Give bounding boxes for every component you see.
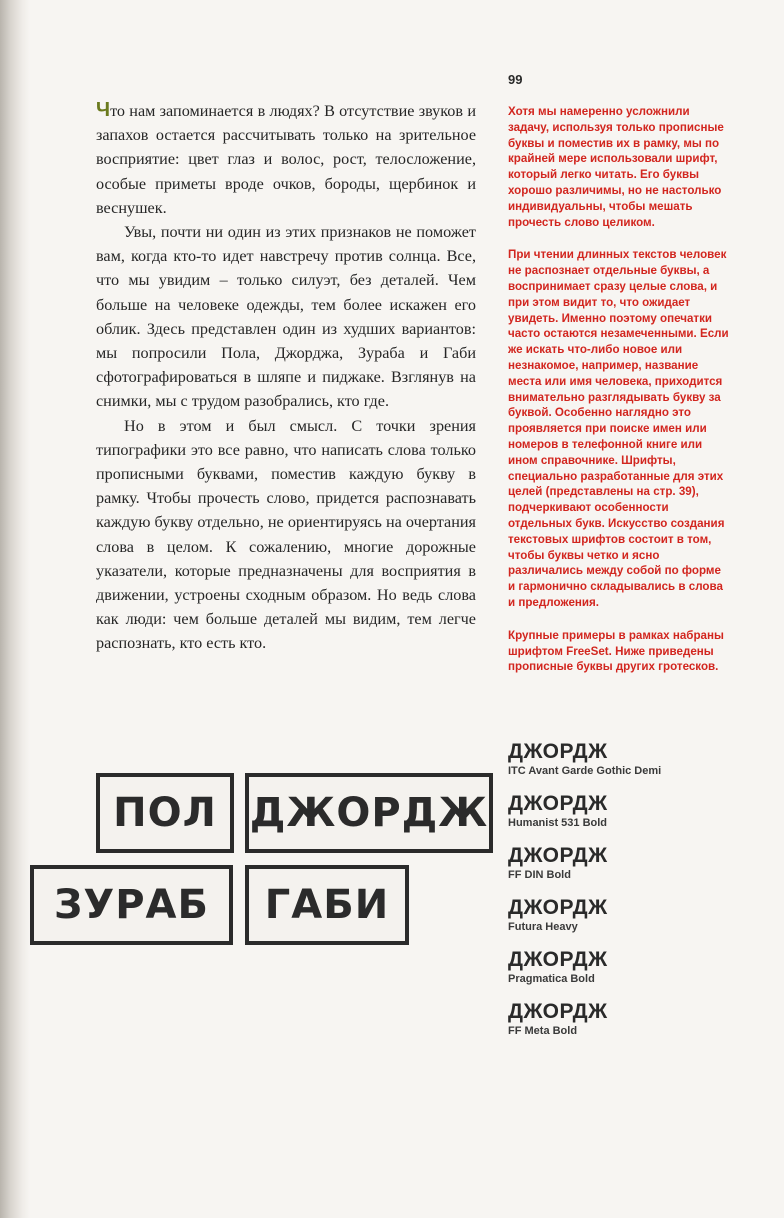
- book-spine-shadow: [0, 0, 30, 1218]
- font-sample-name: FF Meta Bold: [508, 1025, 578, 1037]
- font-sample-name: Humanist 531 Bold: [508, 817, 608, 829]
- font-sample-name: ITC Avant Garde Gothic Demi: [508, 765, 662, 777]
- sidebar-paragraph-3: Крупные примеры в рамках набраны шрифтом FreeSet. Ниже приведены прописные буквы других гротесков.: [508, 628, 724, 674]
- name-box-george: ДЖОРДЖ: [245, 773, 493, 853]
- font-sample: [508, 896, 748, 948]
- name-box-zurab: ЗУРАБ: [30, 865, 233, 945]
- font-sample-word: ДЖОРДЖ: [508, 1000, 608, 1023]
- main-body-text: [96, 98, 476, 656]
- paragraph-1: [96, 98, 476, 220]
- font-sample-word: ДЖОРДЖ: [508, 896, 608, 919]
- font-sample-word: ДЖОРДЖ: [508, 844, 608, 867]
- sidebar-paragraph-1: Хотя мы намеренно усложнили задачу, используя только прописные буквы и поместив их в рамку, мы по крайней мере использовали шрифт, который легко читать. Его буквы хорошо различимы, но не настолько индивидуальны, чтобы мешать прочесть слово целиком.: [508, 105, 724, 229]
- font-sample-name: FF DIN Bold: [508, 869, 571, 881]
- font-sample-word: ДЖОРДЖ: [508, 740, 608, 763]
- paragraph-2: Увы, почти ни один из этих признаков не поможет вам, когда кто-то идет навстречу против солнца. Все, что мы увидим – только силуэт, без деталей. Чем больше на человеке одежды, тем более искажен его облик. Здесь представлен один из худших вариантов: мы попросили Пола, Джорджа, Зураба и Габи сфотографироваться в шляпе и пиджаке. Взглянув на снимки, мы с трудом разобрались, кто где.: [96, 223, 476, 411]
- font-sample: [508, 1000, 748, 1052]
- name-box-pol: ПОЛ: [96, 773, 234, 853]
- font-sample: [508, 948, 748, 1000]
- name-box-gabi: ГАБИ: [245, 865, 409, 945]
- sidebar-note: [508, 104, 730, 692]
- font-sample-name: Pragmatica Bold: [508, 973, 595, 985]
- font-sample-word: ДЖОРДЖ: [508, 792, 608, 815]
- sidebar-paragraph-2: При чтении длинных текстов человек не распознает отдельные буквы, а воспринимает сразу целые слова, и при этом видит то, что ожидает увидеть. Именно поэтому опечатки часто остаются незамеченными. Если же искать что-либо новое или незнакомое, например, название места или имя человека, приходится внимательно разглядывать букву за буквой. Особенно наглядно это проявляется при поиске имен или номеров в телефонной книге или ином справочнике. Шрифты, специально разработанные для этих целей (представлены на стр. 39), подчеркивают особенности отдельных букв. Искусство создания текстовых шрифтов состоит в том, чтобы буквы четко и ясно различались между собой по форме и гармонично складывались в слова и предложения.: [508, 248, 729, 609]
- paragraph-1-text: то нам запоминается в людях? В отсутствие звуков и запахов остается рассчитывать только на зрительное восприятие: цвет глаз и волос, рост, телосложение, особые приметы вроде очков, бороды, щербинок и веснушек.: [96, 102, 476, 217]
- font-sample: [508, 844, 748, 896]
- font-sample-name: Futura Heavy: [508, 921, 578, 933]
- font-sample-word: ДЖОРДЖ: [508, 948, 608, 971]
- page-number: 99: [508, 72, 523, 87]
- font-samples-list: [508, 740, 748, 1052]
- paragraph-3: Но в этом и был смысл. С точки зрения типографики это все равно, что написать слова только прописными буквами, поместив каждую букву в рамку. Чтобы прочесть слово, придется распознавать каждую букву отдельно, не ориентируясь на очертания слова в целом. К сожалению, многие дорожные указатели, которые предназначены для восприятия в движении, устроены сходным образом. Но ведь слова как люди: чем больше деталей мы видим, тем легче распознать, кто есть кто.: [96, 416, 476, 653]
- drop-initial: Ч: [96, 99, 111, 121]
- font-sample: [508, 740, 748, 792]
- font-sample: [508, 792, 748, 844]
